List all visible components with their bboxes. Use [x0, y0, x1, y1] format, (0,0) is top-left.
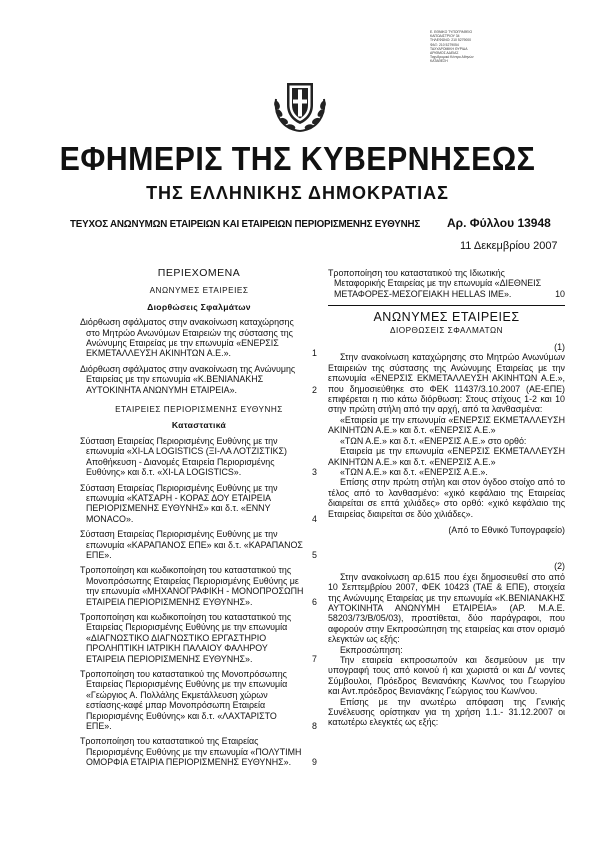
spacer — [328, 539, 565, 559]
toc-entry-text: Σύσταση Εταιρείας Περιορισμένης Ευθύνης με την επωνυμία «ΚΑΡΑΠΑΝΟΣ ΕΠΕ» και δ.τ. «ΚΑΡΑΠΑΝΟΣ ΕΠΕ». — [80, 529, 303, 560]
notice-number: (1) — [554, 342, 565, 353]
gazette-title: ΕΦΗΜΕΡΙΣ ΤΗΣ ΚΥΒΕΡΝΗΣΕΩΣ — [59, 140, 536, 177]
greek-coat-of-arms-icon — [270, 75, 330, 135]
toc-entry: Τροποποίηση του καταστατικού της Εταιρείας Περιορισμένης Ευθύνης με την επωνυμία «ΠΟΛΥΤΙΜΗ ΟΜΟΡΦΙΑ ΕΤΑΙΡΙΑ ΠΕΡΙΟΡΙΣΜΕΝΗΣ ΕΥΘΥΝΗΣ». 9 — [80, 736, 317, 768]
toc-entry: Διόρθωση σφάλματος στην ανακοίνωση της Ανώνυμης Εταιρείας με την επωνυμία «Κ.ΒΕΝΙΑΝΑΚΗΣ ΑΥΤΟΚΙΝΗΤΑ ΑΝΩΝΥΜΗ ΕΤΑΙΡΕΙΑ». 2 — [80, 363, 317, 395]
corrections-subheading: ΔΙΟΡΘΩΣΕΙΣ ΣΦΑΛΜΑΤΩΝ — [389, 325, 504, 335]
gazette-subtitle: ΤΗΣ ΕΛΛΗΝΙΚΗΣ ΔΗΜΟΚΡΑΤΙΑΣ — [146, 183, 449, 203]
toc-entry: Τροποποίηση και κωδικοποίηση του καταστατικού της Εταιρείας Περιορισμένης Ευθύνης με την επωνυμία «ΔΙΑΓΝΩΣΤΙΚΟ ΔΙΑΓΝΩΣΤΙΚΟ ΕΡΓΑΣΤΗΡΙΟ ΠΡΟΛΗΠΤΙΚΗ ΙΑΤΡΙΚΗ ΠΑΛΑΙΟΥ ΦΑΛΗΡΟΥ ΕΤΑΙΡΕΙΑ ΠΕΡΙΟΡΙΣΜΕΝΗΣ ΕΥΘΥΝΗΣ». 7 — [80, 611, 317, 664]
publication-date: 11 Δεκεμβρίου 2007 — [460, 240, 558, 252]
toc-entry: Σύσταση Εταιρείας Περιορισμένης Ευθύνης με την επωνυμία «ΚΑΤΣΑΡΗ - ΚΟΡΑΣ ΔΟΥ ΕΤΑΙΡΕΙΑ ΠΕΡΙΟΡΙΣΜΕΝΗΣ ΕΥΘΥΝΗΣ» και δ.τ. «ΕΝΝΥ MONACO». 4 — [80, 482, 317, 524]
toc-entry-text: Διόρθωση σφάλματος στην ανακοίνωση της Ανώνυμης Εταιρείας με την επωνυμία «Κ.ΒΕΝΙΑΝΑΚΗΣ ΑΥΤΟΚΙΝΗΤΑ ΑΝΩΝΥΜΗ ΕΤΑΙΡΕΙΑ». — [80, 363, 296, 395]
notice-paragraph: Επίσης στην πρώτη στήλη και στον όγδοο στοίχο από το τέλος από το λανθασμένο: «χικό κεφάλαιο της Εταιρείας διαιρείται σε επτά χιλιάδες» στο ορθό: «χικό κεφάλαιο της Εταιρείας διαιρείται σε δύο χιλιάδες». — [328, 477, 565, 519]
toc-entry-text: Σύσταση Εταιρείας Περιορισμένης Ευθύνης με την επωνυμία «ΚΑΤΣΑΡΗ - ΚΟΡΑΣ ΔΟΥ ΕΤΑΙΡΕΙΑ ΠΕΡΙΟΡΙΣΜΕΝΗΣ ΕΥΘΥΝΗΣ» και δ.τ. «ΕΝΝΥ MONACO». — [80, 482, 278, 524]
stamp-line: Ταχυδρομικό Κέντρο Αθηνών — [430, 55, 474, 60]
toc-page-number: 10 — [555, 288, 565, 299]
stamp-line: ΑΡΙΘΜΟΣ ΑΔΕΙΑΣ — [430, 51, 459, 56]
notice-number: (2) — [554, 561, 565, 572]
notice-paragraph: «ΤΩΝ Α.Ε.» και δ.τ. «ΕΝΕΡΣΙΣ Α.Ε.». — [340, 466, 488, 477]
toc-entry-text: Τροποποίηση και κωδικοποίηση του καταστατικού της Εταιρείας Περιορισμένης Ευθύνης με την επωνυμία «ΔΙΑΓΝΩΣΤΙΚΟ ΔΙΑΓΝΩΣΤΙΚΟ ΕΡΓΑΣΤΗΡΙΟ ΠΡΟΛΗΠΤΙΚΗ ΙΑΤΡΙΚΗ ΠΑΛΑΙΟΥ ΦΑΛΗΡΟΥ ΕΤΑΙΡΕΙΑ ΠΕΡΙΟΡΙΣΜΕΝΗΣ ΕΥΘΥΝΗΣ». — [80, 611, 292, 664]
notice-paragraph: «Εταιρεία με την επωνυμία «ΕΝΕΡΣΙΣ ΕΚΜΕΤΑΛΛΕΥΣΗ ΑΚΙΝΗΤΩΝ Α.Ε.» και δ.τ. «ΕΝΕΡΣΙΣ Α.Ε.» — [328, 414, 565, 436]
contents-heading: ΠΕΡΙΕΧΟΜΕΝΑ — [157, 267, 241, 279]
stamp-line: ΤΑΧΥΔΡΟΜΙΚΗ ΘΥΡΙΔΑ — [430, 46, 468, 51]
notices-column — [328, 268, 565, 728]
stamp-line: ΚΑΤΑΘΕΣΗ — [430, 59, 448, 64]
stamp-line: Ε. ΕΘΝΙΚΟ ΤΥΠΟΓΡΑΦΕΙΟ — [430, 30, 473, 34]
ae-heading: ΑΝΩΝΥΜΕΣ ΕΤΑΙΡΕΙΕΣ — [149, 286, 249, 296]
issue-type: ΤΕΥΧΟΣ ΑΝΩΝΥΜΩΝ ΕΤΑΙΡΕΙΩΝ ΚΑΙ ΕΤΑΙΡΕΙΩΝ ΠΕΡΙΟΡΙΣΜΕΝΗΣ ΕΥΘΥΝΗΣ — [70, 219, 421, 230]
ae-section-heading: ΑΝΩΝΥΜΕΣ ΕΤΑΙΡΕΙΕΣ — [373, 310, 520, 325]
toc-entry-text: Τροποποίηση του καταστατικού της Ιδιωτικής Μεταφορικής Εταιρείας με την επωνυμία «ΔΙΕΘΝΕΙΣ ΜΕΤΑΦΟΡΕΣ-ΜΕΣΟΓΕΙΑΚΗ HELLAS IME». — [328, 268, 542, 299]
toc-entry: Τροποποίηση και κωδικοποίηση του καταστατικού της Μονοπρόσωπης Εταιρείας Περιορισμένης Ευθύνης με την επωνυμία «ΜΗΧΑΝΟΓΡΑΦΙΚΗ - ΜΟΝΟΠΡΟΣΩΠΗ ΕΤΑΙΡΕΙΑ ΠΕΡΙΟΡΙΣΜΕΝΗΣ ΕΥΘΥΝΗΣ». 6 — [80, 565, 317, 607]
toc-entry-text: Τροποποίηση και κωδικοποίηση του καταστατικού της Μονοπρόσωπης Εταιρείας Περιορισμένης Ευθύνης με την επωνυμία «ΜΗΧΑΝΟΓΡΑΦΙΚΗ - ΜΟΝΟΠΡΟΣΩΠΗ ΕΤΑΙΡΕΙΑ ΠΕΡΙΟΡΙΣΜΕΝΗΣ ΕΥΘΥΝΗΣ». — [80, 565, 304, 607]
notice-paragraph: Στην ανακοίνωση καταχώρησης στο Μητρώο Ανωνύμων Εταιρειών της σύστασης της Ανώνυμης Εταιρείας με την επωνυμία «ΕΝΕΡΣΙΣ ΕΚΜΕΤΑΛΛΕΥΣΗ ΑΚΙΝΗΤΩΝ Α.Ε.», που δημοσιεύθηκε στο ΦΕΚ 11437/3.10.2007 (ΑΕ-ΕΠΕ) επιφέρεται η πιο κάτω διόρθωση: Στους στίχους 1-2 και 10 στην πρώτη στήλη από την αρχή, από τα λανθασμένα: — [328, 352, 565, 415]
notice-source: (Από το Εθνικό Τυπογραφείο) — [448, 524, 565, 535]
epe-heading: ΕΤΑΙΡΕΙΕΣ ΠΕΡΙΟΡΙΣΜΕΝΗΣ ΕΥΘΥΝΗΣ — [115, 405, 283, 415]
statutes-heading: Καταστατικά — [171, 420, 227, 431]
contents-column — [80, 268, 318, 773]
notice-paragraph: Στην ανακοίνωση αρ.615 που έχει δημοσιευθεί στο από 10 Σεπτεμβρίου 2007, ΦΕΚ 10423 (ΤΑΕ & ΕΠΕ), στοιχεία της Ανώνυμης Εταιρείας με την επωνυμία «Κ.ΒΕΝΙΑΝΑΚΗΣ ΑΥΤΟΚΙΝΗΤΑ ΑΝΩΝΥΜΗ ΕΤΑΙΡΕΙΑ» (ΑΡ. Μ.Α.Ε. 58203/73/Β/05/03), προστίθεται, δύο παράγραφοι, που αφορούν στην Εκπροσώπηση της εταιρείας και στον ορισμό ελεγκτών ως εξής: — [328, 571, 565, 645]
stamp-line: ΤΗΛΕΦΩΝΟ: 210 5279000 — [430, 38, 472, 43]
sheet-number: Αρ. Φύλλου 13948 — [447, 216, 551, 230]
toc-entry-text: Τροποποίηση του καταστατικού της Μονοπρόσωπης Εταιρείας Περιορισμένης Ευθύνης με την επωνυμία «Γεώργιος Α. Πολλάλης Εκμετάλλευση χώρων εστίασης-καφέ μπαρ Μονοπρόσωπη Εταιρεία Περιορισμένης Ευθύνης» και δ.τ. «ΛΑΧΤΑΡΙΣΤΟ ΕΠΕ». — [80, 669, 288, 732]
corrections-heading: Διορθώσεις Σφαλμάτων — [147, 301, 251, 312]
toc-entry: Σύσταση Εταιρείας Περιορισμένης Ευθύνης με την επωνυμία «ΧΙ-LA LOGISTICS (ΞΙ-ΛΑ ΛΟΤΖΙΣΤΙΚΣ) Αποθήκευση - Διανομές Εταιρεία Περιορισμένης Ευθύνης» και δ.τ. «ΧΙ-LA LOGISTICS». 3 — [80, 435, 317, 478]
notice-paragraph: Εταιρεία με την επωνυμία «ΕΝΕΡΣΙΣ ΕΚΜΕΤΑΛΛΕΥΣΗ ΑΚΙΝΗΤΩΝ Α.Ε.» και δ.τ. «ΕΝΕΡΣΙΣ Α.Ε.» — [328, 446, 565, 467]
toc-entry-text: Τροποποίηση του καταστατικού της Εταιρείας Περιορισμένης Ευθύνης με την επωνυμία «ΠΟΛΥΤΙΜΗ ΟΜΟΡΦΙΑ ΕΤΑΙΡΙΑ ΠΕΡΙΟΡΙΣΜΕΝΗΣ ΕΥΘΥΝΗΣ». — [80, 736, 302, 768]
notice-paragraph: Εκπροσώπηση: — [340, 644, 403, 655]
toc-entry — [328, 268, 565, 299]
notice-paragraph: «ΤΩΝ Α.Ε.» και δ.τ. «ΕΝΕΡΣΙΣ Α.Ε.» στο ορθό: — [340, 435, 527, 446]
notice-paragraph: Την εταιρεία εκπροσωπούν και δεσμεύουν με την υπογραφή τους από κοινού ή και χωριστά οι και Δ/ νοντες Σύμβουλοι, Πρόεδρος Βενιανάκης Κων/νος του Γεωργίου και Αντ.πρόεδρος Βενιανάκης Γεώργιος του Κων/νου. — [328, 655, 565, 697]
toc-entry-text: Σύσταση Εταιρείας Περιορισμένης Ευθύνης με την επωνυμία «ΧΙ-LA LOGISTICS (ΞΙ-ΛΑ ΛΟΤΖΙΣΤΙΚΣ) Αποθήκευση - Διανομές Εταιρεία Περιορισμένης Ευθύνης» και δ.τ. «ΧΙ-LA LOGISTICS». — [80, 435, 287, 478]
section-divider — [328, 305, 565, 306]
toc-entry: Διόρθωση σφάλματος στην ανακοίνωση καταχώρησης στο Μητρώο Ανωνύμων Εταιρειών της σύστασης της Ανώνυμης Εταιρείας με την επωνυμία «ΕΝΕΡΣΙΣ ΕΚΜΕΤΑΛΛΕΥΣΗ ΑΚΙΝΗΤΩΝ Α.Ε.». 1 — [80, 317, 317, 359]
toc-entry: Τροποποίηση του καταστατικού της Μονοπρόσωπης Εταιρείας Περιορισμένης Ευθύνης με την επωνυμία «Γεώργιος Α. Πολλάλης Εκμετάλλευση χώρων εστίασης-καφέ μπαρ Μονοπρόσωπη Εταιρεία Περιορισμένης Ευθύνης» και δ.τ. «ΛΑΧΤΑΡΙΣΤΟ ΕΠΕ». 8 — [80, 669, 317, 732]
stamp-line: ΦΑΞ: 210 5279054 — [430, 42, 459, 47]
toc-entry: Σύσταση Εταιρείας Περιορισμένης Ευθύνης με την επωνυμία «ΚΑΡΑΠΑΝΟΣ ΕΠΕ» και δ.τ. «ΚΑΡΑΠΑΝΟΣ ΕΠΕ». 5 — [80, 529, 317, 560]
toc-entry-text: Διόρθωση σφάλματος στην ανακοίνωση καταχώρησης στο Μητρώο Ανωνύμων Εταιρειών της σύστασης της Ανώνυμης Εταιρείας με την επωνυμία «ΕΝΕΡΣΙΣ ΕΚΜΕΤΑΛΛΕΥΣΗ ΑΚΙΝΗΤΩΝ Α.Ε.». — [80, 317, 294, 359]
postal-stamp — [430, 30, 500, 64]
notice-paragraph: Επίσης με την ανωτέρω απόφαση της Γενικής Συνέλευσης ορίστηκαν για τη χρήση 1.1.- 31.12.2007 οι κατωτέρω ελεγκτές ως εξής: — [328, 696, 565, 728]
stamp-line: ΚΑΠΟΔΙΣΤΡΙΟΥ 34 — [430, 34, 460, 39]
